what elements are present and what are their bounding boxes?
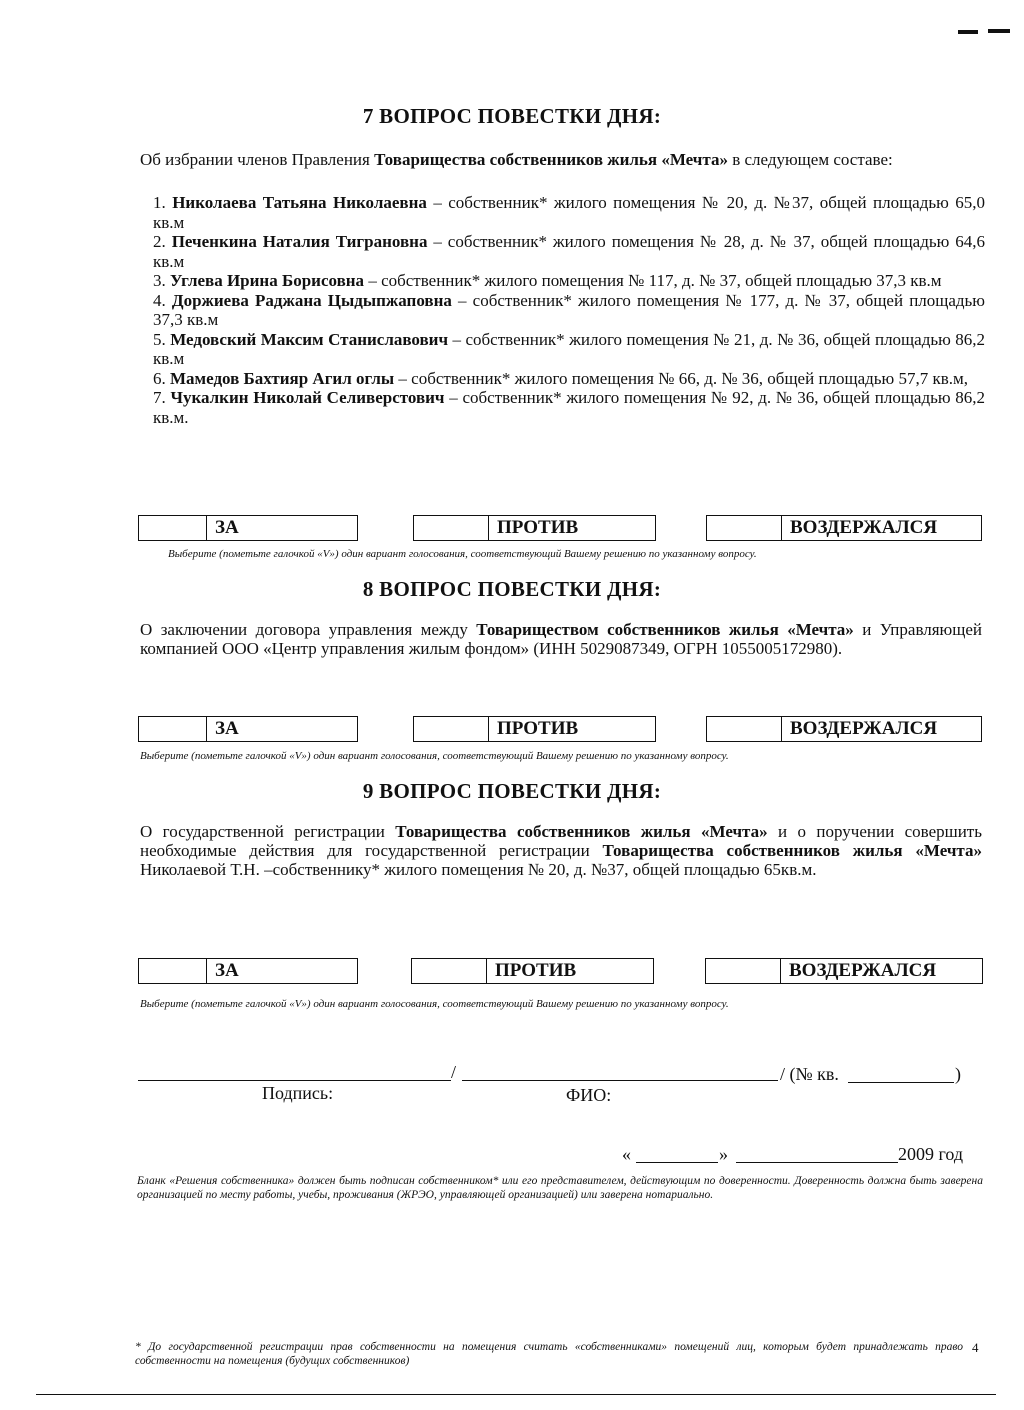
date-day-line[interactable]	[636, 1162, 718, 1163]
member-item: 2. Печенкина Наталия Тиграновна – собственник* жилого помещения № 28, д. № 37, общей площадью 64,6 кв.м	[153, 232, 985, 271]
signature-label: Подпись:	[262, 1083, 334, 1103]
member-item: 3. Углева Ирина Борисовна – собственник* жилого помещения № 117, д. № 37, общей площадью 37,3 кв.м	[153, 271, 942, 290]
q7-heading: 7 ВОПРОС ПОВЕСТКИ ДНЯ:	[362, 104, 662, 128]
q7-vote-row	[138, 515, 988, 545]
vote-for-checkbox[interactable]	[139, 959, 207, 983]
q9-heading: 9 ВОПРОС ПОВЕСТКИ ДНЯ:	[362, 779, 662, 803]
apartment-prefix: / (№ кв.	[780, 1064, 839, 1084]
date-month-line[interactable]	[736, 1162, 898, 1163]
fio-label: ФИО:	[566, 1085, 612, 1105]
vote-for-label: ЗА	[215, 517, 239, 538]
vote-against-option[interactable]	[411, 958, 654, 984]
vote-against-label: ПРОТИВ	[495, 960, 577, 981]
vote-abstain-checkbox[interactable]	[707, 717, 782, 741]
vote-against-label: ПРОТИВ	[497, 517, 579, 538]
vote-abstain-label: ВОЗДЕРЖАЛСЯ	[790, 718, 938, 739]
vote-abstain-label: ВОЗДЕРЖАЛСЯ	[789, 960, 937, 981]
scan-mark	[988, 29, 1010, 33]
fio-line[interactable]	[462, 1080, 778, 1081]
vote-for-checkbox[interactable]	[139, 717, 207, 741]
vote-for-checkbox[interactable]	[139, 516, 207, 540]
vote-against-checkbox[interactable]	[414, 516, 489, 540]
form-signing-note: Бланк «Решения собственника» должен быть подписан собственником* или его представителем, действующим по доверенности. Доверенность должна быть заверена организацией по месту работы, учебы, проживания (ЖРЭО, управляющей организацией) или заверена нотариально.	[137, 1175, 983, 1201]
q7-member-list	[153, 193, 985, 427]
bottom-rule	[36, 1394, 996, 1395]
vote-abstain-option[interactable]	[706, 515, 982, 541]
q7-vote-note: Выберите (пометьте галочкой «V») один вариант голосования, соответствующий Вашему решению по указанному вопросу.	[168, 548, 757, 560]
date-open-quote: «	[622, 1144, 631, 1164]
vote-for-option[interactable]	[138, 716, 358, 742]
vote-against-checkbox[interactable]	[414, 717, 489, 741]
q9-vote-row	[138, 958, 988, 988]
vote-abstain-option[interactable]	[706, 716, 982, 742]
vote-for-option[interactable]	[138, 515, 358, 541]
signature-separator: /	[451, 1062, 457, 1082]
vote-for-label: ЗА	[215, 960, 239, 981]
vote-abstain-option[interactable]	[705, 958, 983, 984]
signature-line[interactable]	[138, 1080, 451, 1081]
q9-text: О государственной регистрации Товарищества собственников жилья «Мечта» и о поручении совершить необходимые действия для государственной регистрации Товарищества собственников жилья «Мечта» Николаевой Т.Н. –собственнику* жилого помещения № 20, д. №37, общей площадью 65кв.м.	[140, 822, 982, 879]
footnote: * До государственной регистрации прав собственности на помещения считать «собственниками» помещений лиц, которым будет принадлежать право собственности на помещения (будущих собственников)	[135, 1341, 963, 1367]
vote-abstain-label: ВОЗДЕРЖАЛСЯ	[790, 517, 938, 538]
vote-abstain-checkbox[interactable]	[707, 516, 782, 540]
q8-text: О заключении договора управления между Товариществом собственников жилья «Мечта» и Управляющей компанией ООО «Центр управления жилым фондом» (ИНН 5029087349, ОГРН 1055005172980).	[140, 620, 982, 658]
q8-vote-note: Выберите (пометьте галочкой «V») один вариант голосования, соответствующий Вашему решению по указанному вопросу.	[140, 750, 729, 762]
q8-vote-row	[138, 716, 988, 746]
scan-mark	[958, 30, 978, 34]
page-number: 4	[972, 1340, 979, 1355]
vote-against-option[interactable]	[413, 515, 656, 541]
vote-for-label: ЗА	[215, 718, 239, 739]
member-item: 6. Мамедов Бахтияр Агил оглы – собственник* жилого помещения № 66, д. № 36, общей площадью 57,7 кв.м,	[153, 368, 969, 388]
member-item: 1. Николаева Татьяна Николаевна – собственник* жилого помещения № 20, д. №37, общей площадью 65,0 кв.м	[153, 193, 986, 232]
q7-intro: Об избрании членов Правления Товарищества собственников жилья «Мечта» в следующем составе:	[140, 150, 893, 169]
vote-against-checkbox[interactable]	[412, 959, 487, 983]
member-item: 7. Чукалкин Николай Селиверстович – собственник* жилого помещения № 92, д. № 36, общей площадью 86,2 кв.м.	[153, 388, 986, 427]
vote-against-label: ПРОТИВ	[497, 718, 579, 739]
date-year: 2009 год	[898, 1144, 964, 1164]
date-close-quote: »	[719, 1144, 728, 1164]
member-item: 4. Доржиева Раджана Цыдыпжаповна – собственник* жилого помещения № 177, д. № 37, общей площадью 37,3 кв.м	[153, 290, 986, 329]
q9-vote-note: Выберите (пометьте галочкой «V») один вариант голосования, соответствующий Вашему решению по указанному вопросу.	[140, 998, 729, 1010]
apartment-suffix: )	[955, 1064, 961, 1084]
member-item: 5. Медовский Максим Станиславович – собственник* жилого помещения № 21, д. № 36, общей площадью 86,2 кв.м	[153, 329, 985, 368]
q8-heading: 8 ВОПРОС ПОВЕСТКИ ДНЯ:	[362, 577, 662, 601]
apartment-number-line[interactable]	[848, 1082, 954, 1083]
vote-against-option[interactable]	[413, 716, 656, 742]
vote-abstain-checkbox[interactable]	[706, 959, 781, 983]
vote-for-option[interactable]	[138, 958, 358, 984]
